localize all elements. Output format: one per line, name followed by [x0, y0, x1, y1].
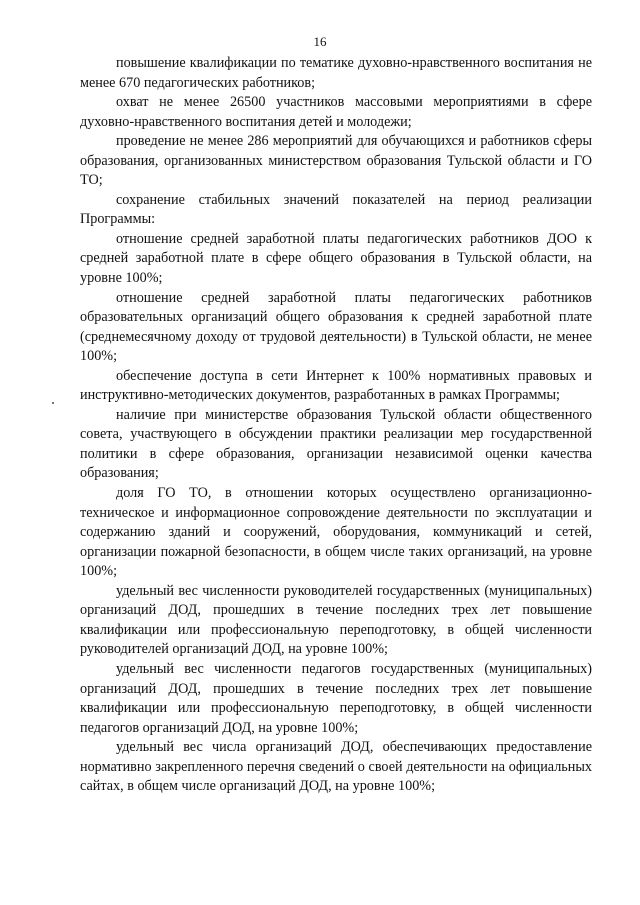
paragraph-go-to-share: доля ГО ТО, в отношении которых осуществлено организационно-техническое и информационное сопровождение деятельности по эксплуатации и содержанию зданий и сооружений, оборудования, коммуникаций и сетей, организации пожарной безопасности, в общем числе таких организаций, на уровне 100%; — [80, 485, 592, 580]
paragraph-public-council: наличие при министерстве образования Тульской области общественного совета, участвующего в обсуждении практики реализации мер государственной политики в сфере образования, организации независимой оценки качества образования; — [80, 406, 592, 482]
paragraph-coverage-26500: охват не менее 26500 участников массовыми мероприятиями в сфере духовно-нравственного воспитания детей и молодежи; — [80, 94, 592, 130]
page-number: 16 — [313, 34, 327, 49]
paragraph-managers-dod: удельный вес численности руководителей государственных (муниципальных) организаций ДОД, прошедших в течение последних трех лет повышение квалификации или профессиональную переподготовку, в общей численности руководителей организаций ДОД, на уровне 100%; — [80, 582, 592, 658]
paragraph-websites-dod: удельный вес числа организаций ДОД, обеспечивающих предоставление нормативно закрепленного перечня сведений о своей деятельности на официальных сайтах, в общем числе организаций ДОД, на уровне 100%; — [80, 739, 592, 795]
scan-speck — [52, 402, 54, 404]
paragraph-salary-general: отношение средней заработной платы педагогических работников образовательных организаций общего образования к средней заработной плате (среднемесячному доходу от трудовой деятельности) в Тульской области, не менее 100%; — [80, 289, 592, 365]
paragraph-qualification-670: повышение квалификации по тематике духовно-нравственного воспитания не менее 670 педагогических работников; — [80, 55, 592, 91]
document-body — [80, 54, 592, 797]
paragraph-stable-indicators: сохранение стабильных значений показателей на период реализации Программы: — [80, 191, 592, 228]
paragraph-teachers-dod: удельный вес численности педагогов государственных (муниципальных) организаций ДОД, прошедших в течение последних трех лет повышение квалификации или профессиональную переподготовку, в общей численности педагогов организаций ДОД, на уровне 100%; — [80, 660, 592, 736]
paragraph-salary-doo: отношение средней заработной платы педагогических работников ДОО к средней заработной плате в сфере общего образования в Тульской области, на уровне 100%; — [80, 230, 592, 287]
paragraph-events-286: проведение не менее 286 мероприятий для обучающихся и работников сферы образования, организованных министерством образования Тульской области и ГО ТО; — [80, 133, 592, 189]
paragraph-internet-access: обеспечение доступа в сети Интернет к 100% нормативных правовых и инструктивно-методических документов, разработанных в рамках Программы; — [80, 367, 592, 404]
